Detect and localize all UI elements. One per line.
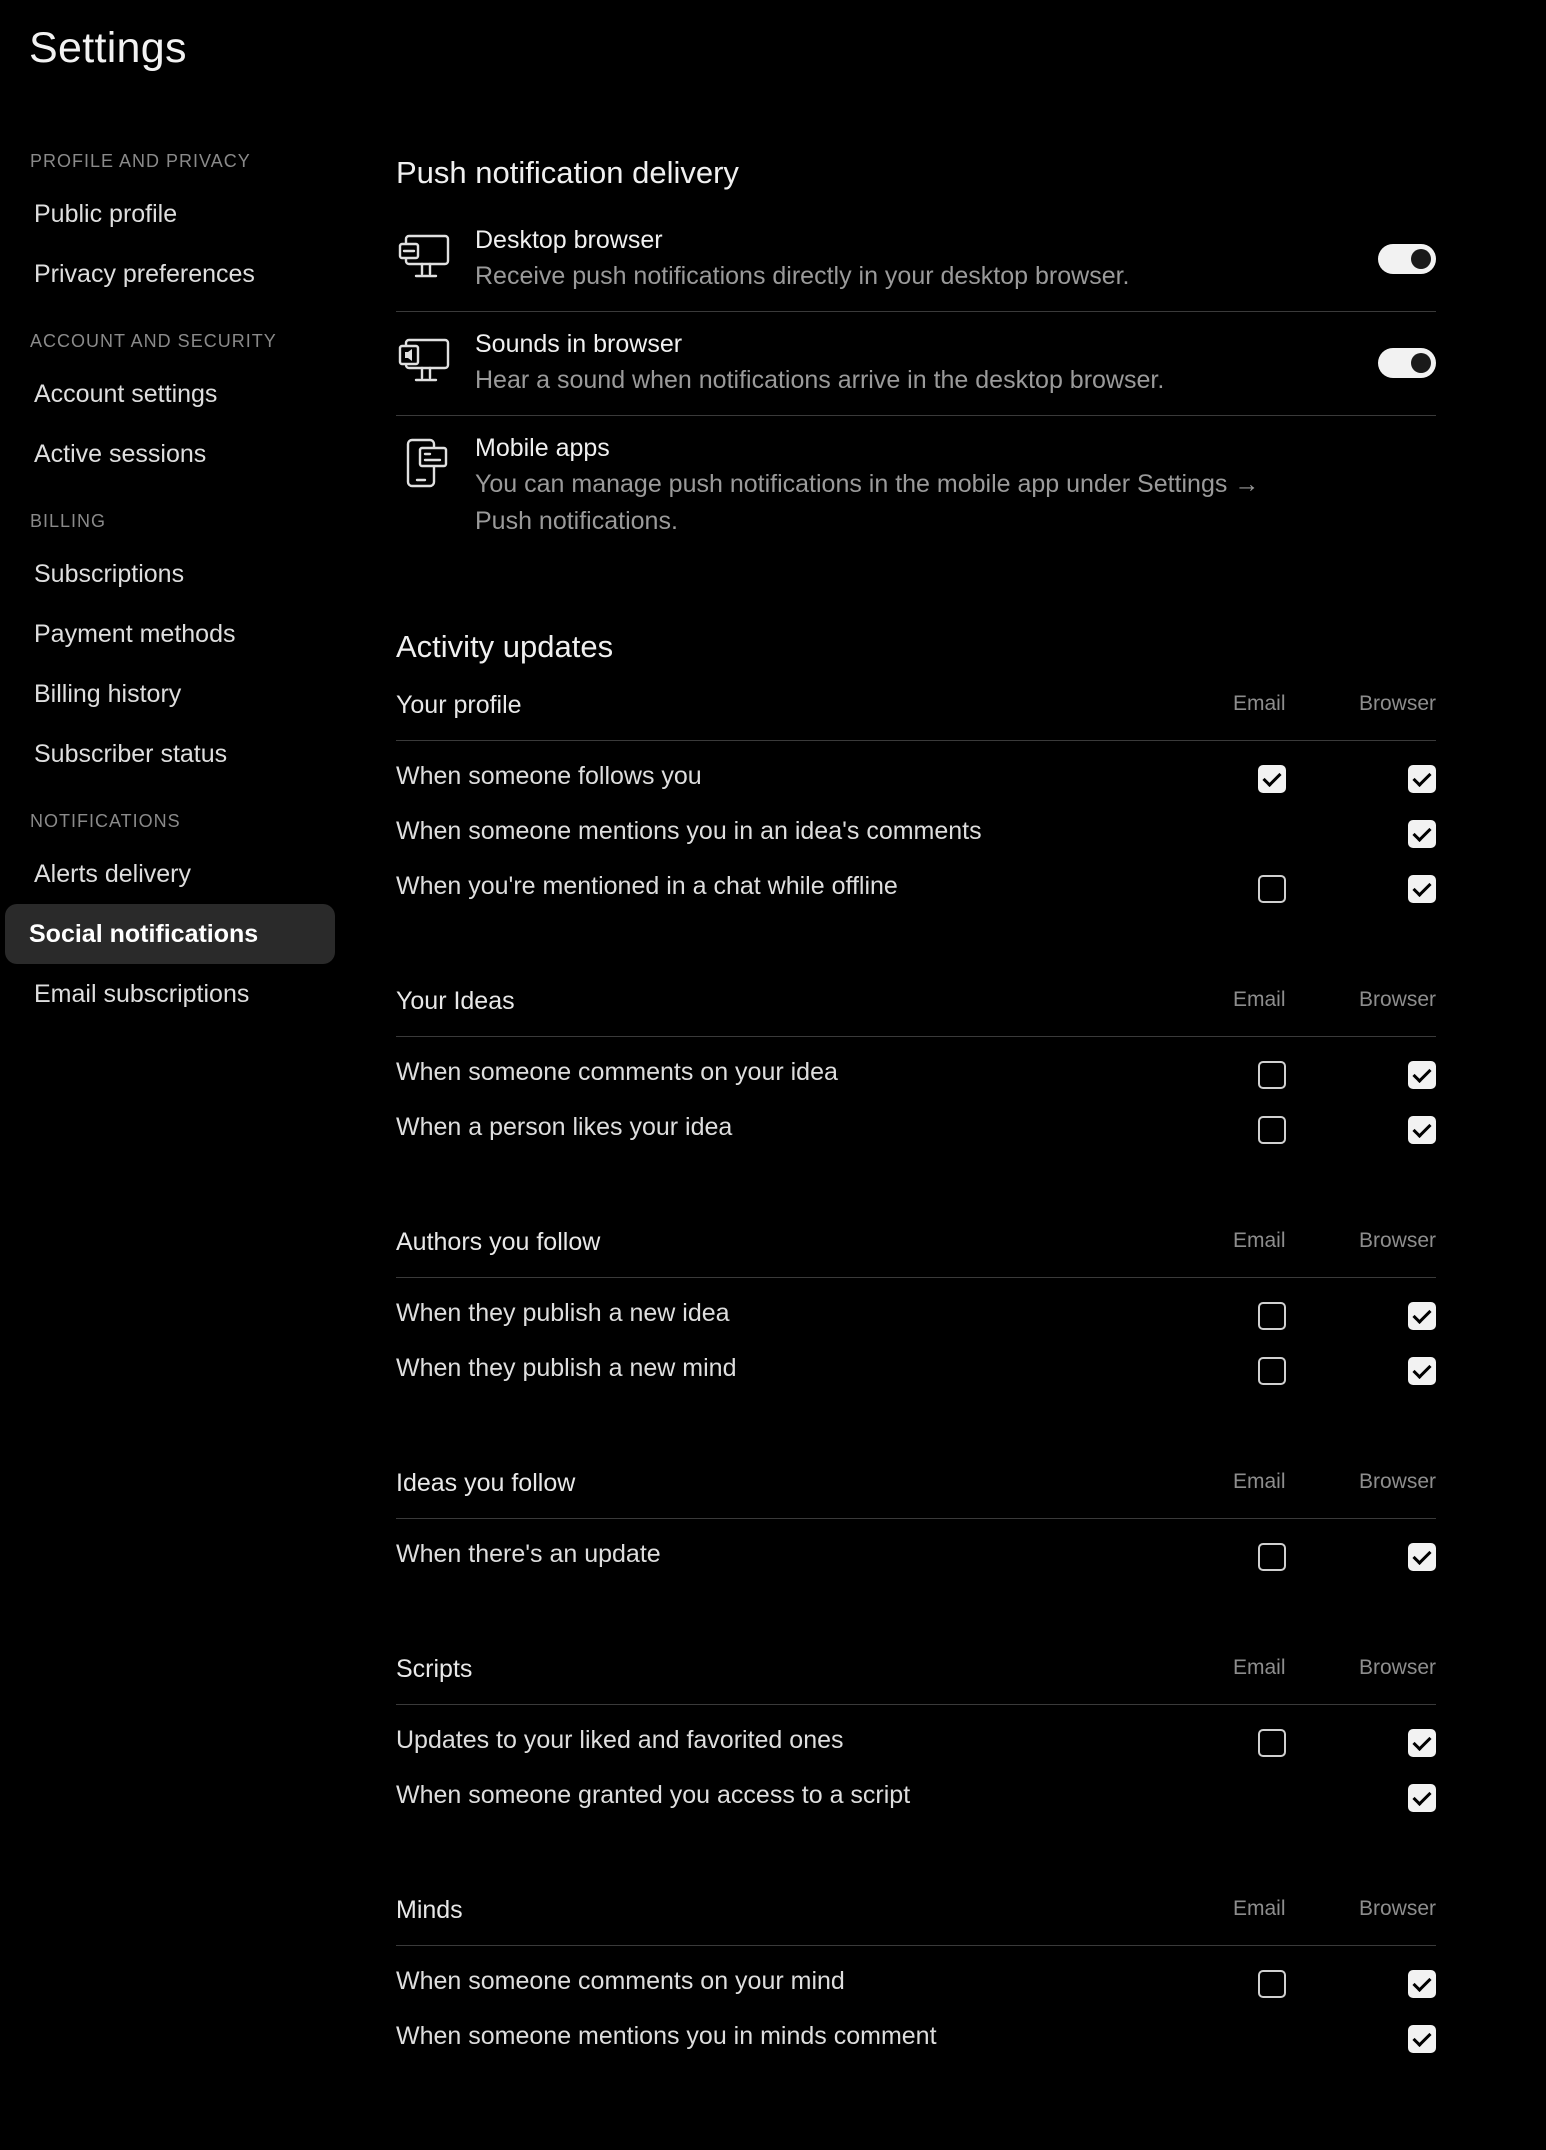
push-item-title: Mobile apps	[475, 434, 610, 462]
group-spacer	[396, 1156, 1436, 1207]
activity-option-row	[396, 1342, 1436, 1397]
activity-group-ideas-you-follow	[396, 1448, 1436, 1583]
browser-column-label: Browser	[1358, 1229, 1436, 1252]
nav-group-title: BILLING	[30, 511, 107, 531]
activity-option-label: When someone comments on your mind	[396, 1967, 845, 1995]
activity-option-list	[396, 1278, 1436, 1397]
email-column-label: Email	[1233, 1229, 1286, 1252]
push-item-description: Receive push notifications directly in your desktop browser.	[475, 262, 1130, 290]
activity-group-header	[396, 1875, 1436, 1946]
browser-checkbox[interactable]	[1408, 2025, 1436, 2053]
activity-option-list	[396, 1946, 1436, 2065]
activity-option-row	[396, 1101, 1436, 1156]
activity-groups	[396, 670, 1436, 2065]
email-checkbox[interactable]	[1258, 875, 1286, 903]
email-checkbox[interactable]	[1258, 1970, 1286, 1998]
activity-group-your-profile	[396, 670, 1436, 915]
activity-option-label: When someone follows you	[396, 762, 702, 790]
group-name: Scripts	[396, 1655, 473, 1683]
activity-option-list	[396, 1519, 1436, 1583]
push-item-description: Hear a sound when notifications arrive in the desktop browser.	[475, 366, 1165, 394]
sidebar-item-privacy-preferences[interactable]: Privacy preferences	[34, 260, 255, 288]
push-item-title: Desktop browser	[475, 226, 663, 254]
sidebar-item-subscriber-status[interactable]: Subscriber status	[34, 740, 228, 768]
nav-group-profile-privacy	[0, 150, 340, 304]
group-name: Your Ideas	[396, 987, 515, 1015]
activity-group-header	[396, 1634, 1436, 1705]
sidebar-item-subscriptions[interactable]: Subscriptions	[34, 560, 185, 588]
email-checkbox[interactable]	[1258, 1729, 1286, 1757]
sidebar-item-account-settings[interactable]: Account settings	[34, 380, 218, 408]
push-item-title: Sounds in browser	[475, 330, 683, 358]
activity-group-header	[396, 670, 1436, 741]
activity-option-label: When someone granted you access to a script	[396, 1781, 911, 1809]
activity-group-authors-you-follow	[396, 1207, 1436, 1397]
email-checkbox[interactable]	[1258, 765, 1286, 793]
activity-section-title: Activity updates	[396, 629, 614, 664]
activity-option-row	[396, 1714, 1436, 1769]
activity-option-label: When they publish a new mind	[396, 1354, 737, 1382]
nav-group-title: ACCOUNT AND SECURITY	[30, 331, 277, 351]
sidebar-item-billing-history[interactable]: Billing history	[34, 680, 182, 708]
email-checkbox[interactable]	[1258, 1357, 1286, 1385]
activity-option-label: When someone mentions you in an idea's comments	[396, 817, 982, 845]
activity-option-list	[396, 741, 1436, 915]
nav-group-notifications	[0, 810, 340, 1024]
group-name: Minds	[396, 1896, 463, 1924]
group-spacer	[396, 1824, 1436, 1875]
nav-group-account-security	[0, 330, 340, 484]
browser-column-label: Browser	[1358, 1656, 1436, 1679]
browser-column-label: Browser	[1358, 988, 1436, 1011]
group-spacer	[396, 915, 1436, 966]
toggle-knob	[1411, 353, 1431, 373]
activity-option-row	[396, 750, 1436, 805]
activity-option-row	[396, 1287, 1436, 1342]
email-checkbox[interactable]	[1258, 1116, 1286, 1144]
email-column-label: Email	[1233, 1656, 1286, 1679]
activity-group-header	[396, 1207, 1436, 1278]
push-row-mobile-apps	[396, 416, 1436, 556]
browser-checkbox[interactable]	[1408, 1784, 1436, 1812]
activity-option-label: When someone mentions you in minds comment	[396, 2022, 937, 2050]
sidebar-item-payment-methods[interactable]: Payment methods	[34, 620, 236, 648]
email-checkbox[interactable]	[1258, 1543, 1286, 1571]
email-column-label: Email	[1233, 1897, 1286, 1920]
activity-option-list	[396, 1705, 1436, 1824]
email-column-label: Email	[1233, 692, 1286, 715]
browser-checkbox[interactable]	[1408, 1302, 1436, 1330]
browser-checkbox[interactable]	[1408, 1061, 1436, 1089]
sounds-in-browser-toggle[interactable]	[1378, 348, 1436, 378]
email-checkbox[interactable]	[1258, 1061, 1286, 1089]
activity-option-row	[396, 1955, 1436, 2010]
browser-column-label: Browser	[1358, 1897, 1436, 1920]
activity-option-label: When there's an update	[396, 1540, 661, 1568]
email-column-label: Email	[1233, 1470, 1286, 1493]
browser-column-label: Browser	[1358, 1470, 1436, 1493]
browser-checkbox[interactable]	[1408, 765, 1436, 793]
desktop-browser-toggle[interactable]	[1378, 244, 1436, 274]
activity-option-label: When they publish a new idea	[396, 1299, 730, 1327]
activity-option-label: When you're mentioned in a chat while offline	[396, 872, 898, 900]
push-section-title: Push notification delivery	[396, 155, 739, 190]
activity-option-row	[396, 1528, 1436, 1583]
activity-group-minds	[396, 1875, 1436, 2065]
browser-checkbox[interactable]	[1408, 1729, 1436, 1757]
page-title: Settings	[29, 24, 187, 72]
settings-content	[396, 150, 1436, 2065]
sidebar-item-active-sessions[interactable]: Active sessions	[34, 440, 207, 468]
group-name: Authors you follow	[396, 1228, 601, 1256]
browser-column-label: Browser	[1358, 692, 1436, 715]
monitor-sound-icon	[396, 330, 456, 390]
email-column-label: Email	[1233, 988, 1286, 1011]
activity-option-list	[396, 1037, 1436, 1156]
activity-option-row	[396, 2010, 1436, 2065]
activity-option-label: When a person likes your idea	[396, 1113, 733, 1141]
nav-group-title: PROFILE AND PRIVACY	[30, 151, 251, 171]
sidebar-item-public-profile[interactable]: Public profile	[34, 200, 178, 228]
group-name: Ideas you follow	[396, 1469, 576, 1497]
nav-group-title: NOTIFICATIONS	[30, 811, 181, 831]
browser-checkbox[interactable]	[1408, 1357, 1436, 1385]
activity-group-header	[396, 1448, 1436, 1519]
activity-group-header	[396, 966, 1436, 1037]
activity-option-row	[396, 805, 1436, 860]
browser-checkbox[interactable]	[1408, 820, 1436, 848]
push-row-desktop-browser	[396, 208, 1436, 312]
push-item-description: You can manage push notifications in the mobile app under Settings → Push notifications.	[475, 470, 1260, 535]
browser-checkbox[interactable]	[1408, 1116, 1436, 1144]
settings-sidebar	[0, 150, 340, 1050]
browser-checkbox[interactable]	[1408, 1970, 1436, 1998]
sidebar-item-alerts-delivery[interactable]: Alerts delivery	[34, 860, 191, 888]
activity-group-scripts	[396, 1634, 1436, 1824]
push-row-sounds-in-browser	[396, 312, 1436, 416]
sidebar-item-email-subscriptions[interactable]: Email subscriptions	[34, 980, 250, 1008]
browser-checkbox[interactable]	[1408, 1543, 1436, 1571]
email-checkbox[interactable]	[1258, 1302, 1286, 1330]
activity-option-label: When someone comments on your idea	[396, 1058, 838, 1086]
toggle-knob	[1411, 249, 1431, 269]
desktop-monitor-icon	[396, 226, 456, 286]
mobile-phone-icon	[396, 434, 456, 494]
activity-option-row	[396, 860, 1436, 915]
nav-group-billing	[0, 510, 340, 784]
activity-group-your-ideas	[396, 966, 1436, 1156]
activity-option-row	[396, 1046, 1436, 1101]
browser-checkbox[interactable]	[1408, 875, 1436, 903]
sidebar-item-social-notifications[interactable]: Social notifications	[5, 904, 335, 964]
push-delivery-list	[396, 208, 1436, 556]
group-name: Your profile	[396, 691, 522, 719]
activity-option-row	[396, 1769, 1436, 1824]
group-spacer	[396, 1397, 1436, 1448]
activity-option-label: Updates to your liked and favorited ones	[396, 1726, 844, 1754]
group-spacer	[396, 1583, 1436, 1634]
